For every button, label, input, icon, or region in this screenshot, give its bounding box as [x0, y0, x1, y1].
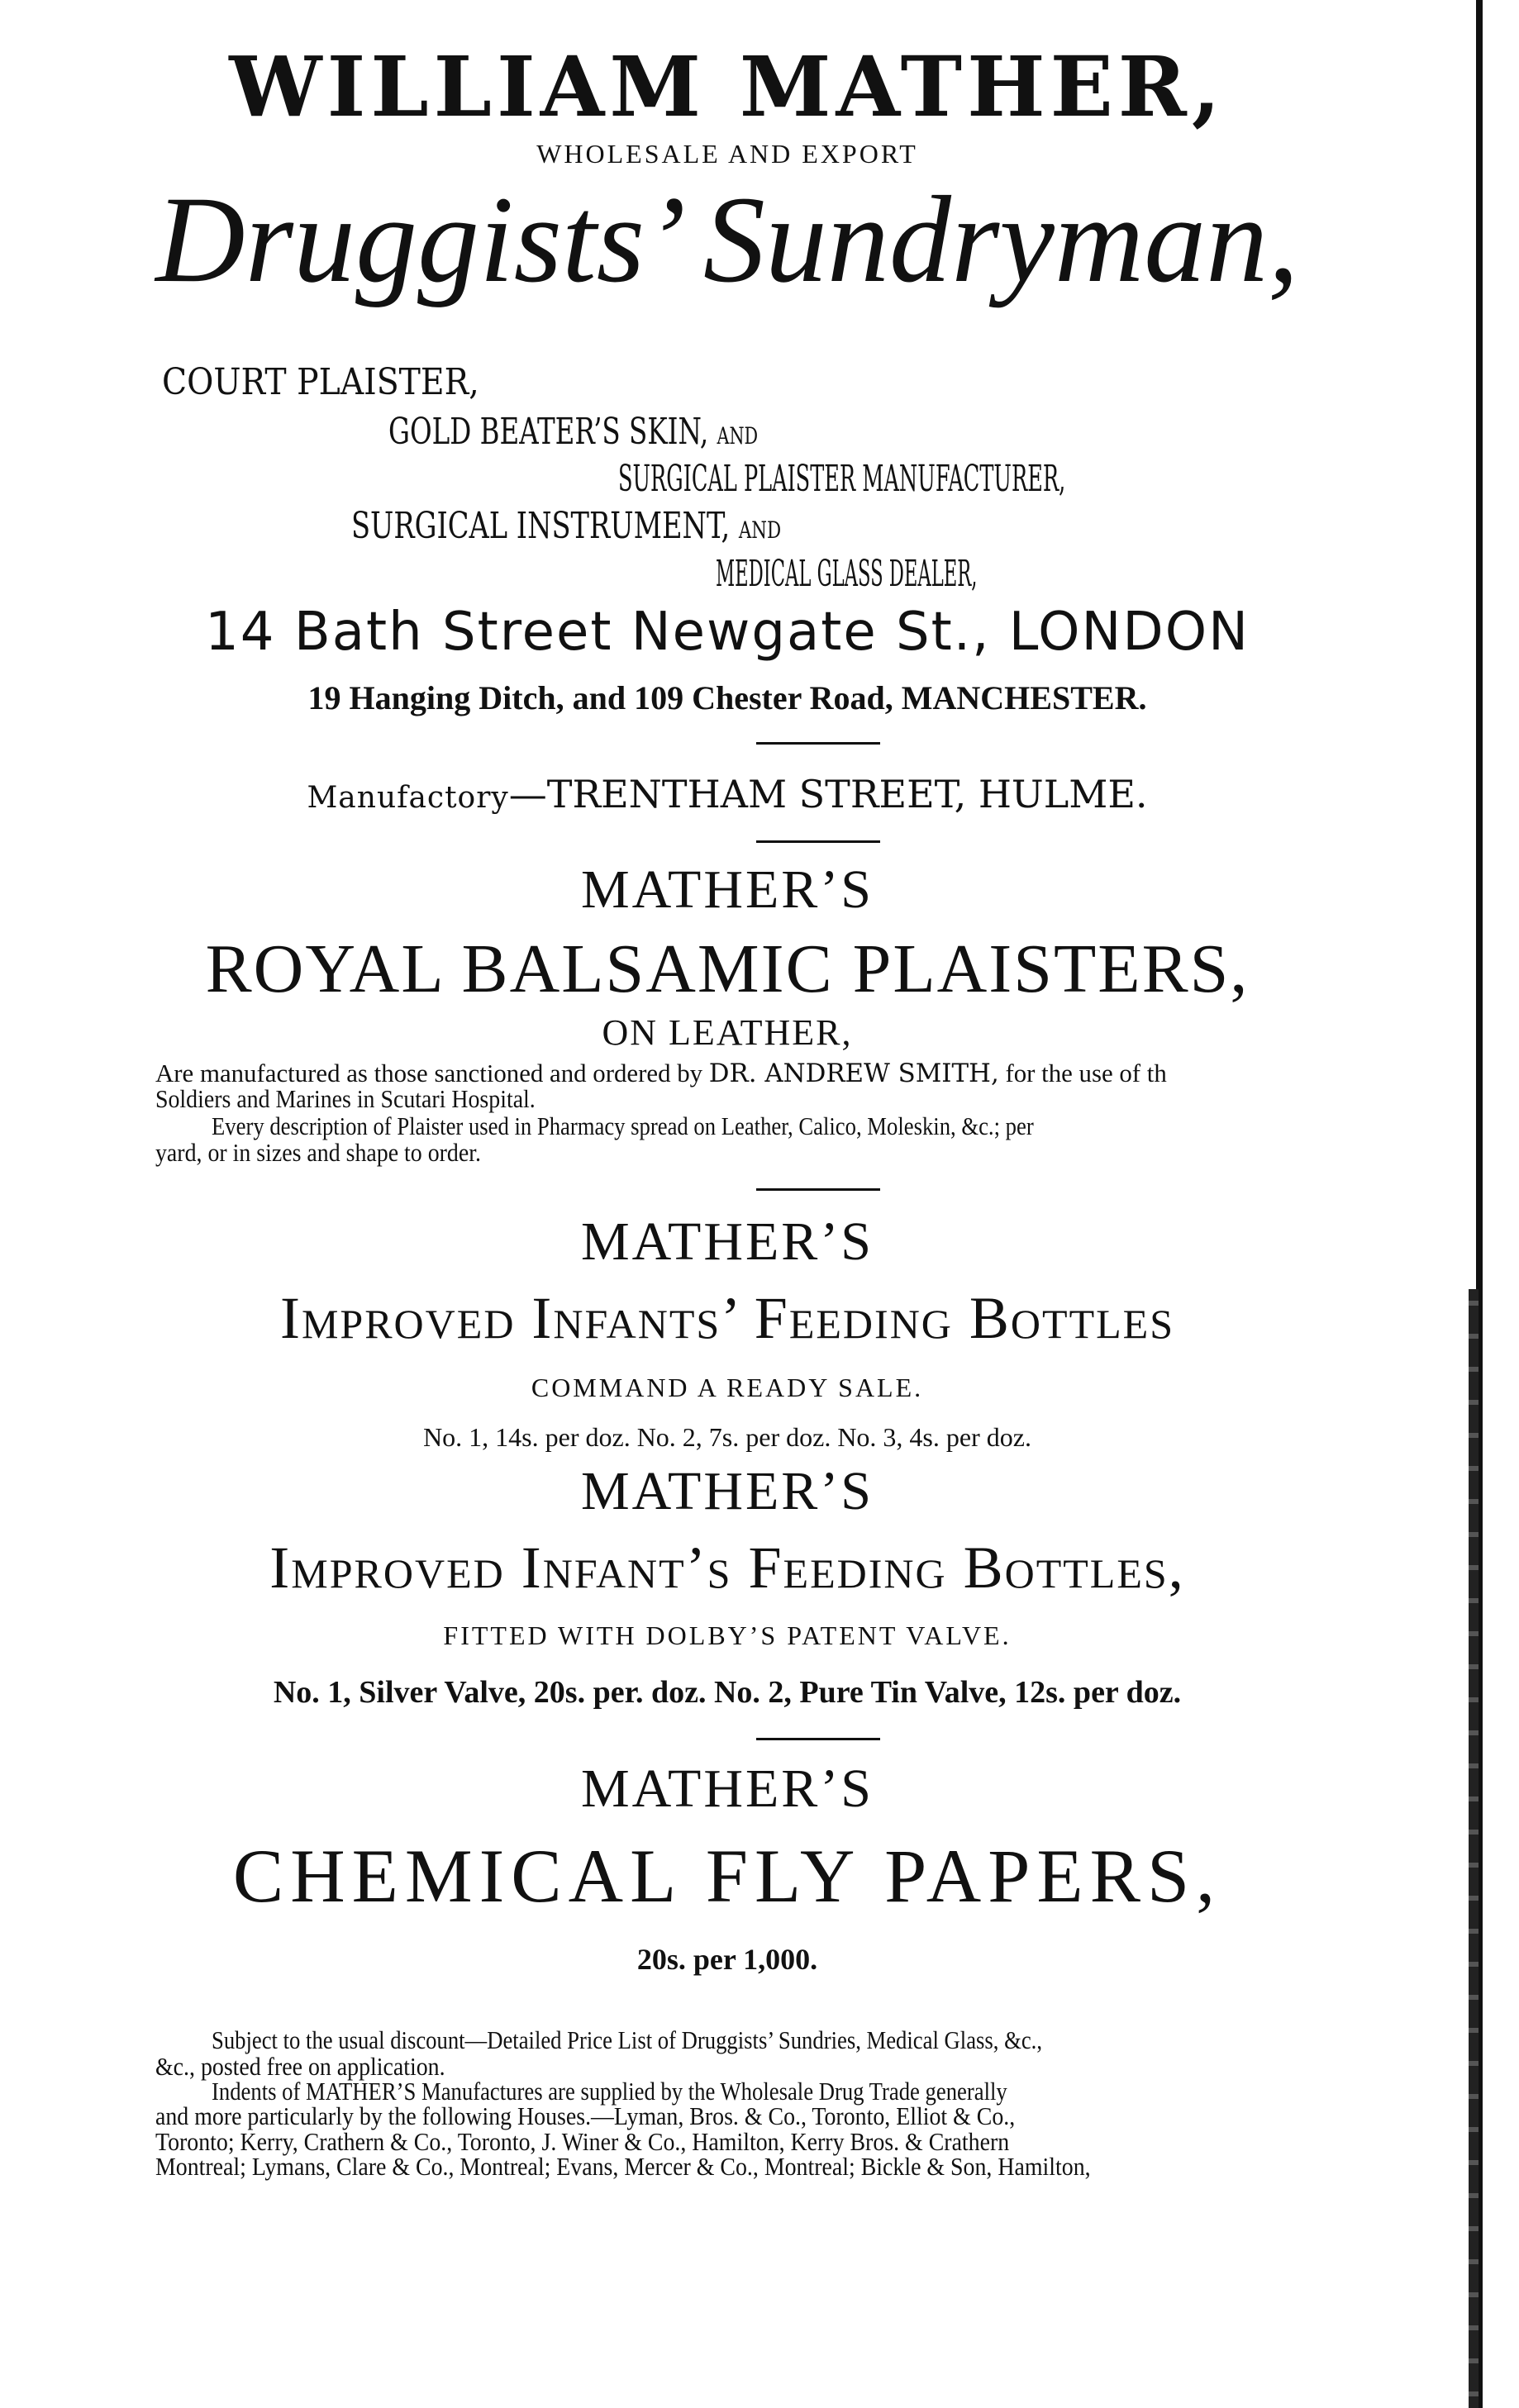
- plaisters-text-1: [155, 1059, 1463, 1087]
- flypapers-brand: MATHER’S: [580, 1758, 874, 1819]
- bottles2-title: Improved Infant’s Feeding Bottles,: [269, 1535, 1185, 1601]
- trade-medical-glass: MEDICAL GLASS DEALER,: [716, 553, 978, 595]
- trade-surgical-plaister: SURGICAL PLAISTER MANUFACTURER,: [618, 458, 1066, 500]
- footer-p2d: Montreal; Lymans, Clare & Co., Montreal; Evans, Mercer & Co., Montreal; Bickle & Son, Hamilton,: [155, 2152, 1091, 2181]
- plaisters-text-1a: Are manufactured as those sanctioned and ordered by: [155, 1059, 703, 1087]
- flypapers-price: 20s. per 1,000.: [636, 1943, 818, 1976]
- trade-court-plaister: COURT PLAISTER,: [162, 361, 479, 403]
- trade-surgical-instrument-and: AND: [738, 516, 782, 544]
- plaisters-text-1c: for the use of th: [1005, 1059, 1167, 1087]
- header-subtitle: WHOLESALE AND EXPORT: [536, 139, 918, 169]
- footer-p2a: Indents of MATHER’S Manufactures are supplied by the Wholesale Drug Trade generally: [212, 2077, 1007, 2106]
- divider-2: [756, 840, 880, 843]
- bottles1-brand: MATHER’S: [580, 1211, 874, 1272]
- divider-4: [756, 1738, 880, 1740]
- plaisters-sub: ON LEATHER,: [602, 1012, 853, 1053]
- flypapers-title: CHEMICAL FLY PAPERS,: [232, 1834, 1222, 1918]
- divider-3: [756, 1188, 880, 1191]
- divider-1: [756, 742, 880, 745]
- bottles1-sub: COMMAND A READY SALE.: [531, 1373, 924, 1402]
- bottles2-sub: FITTED WITH DOLBY’S PATENT VALVE.: [443, 1620, 1012, 1650]
- plaisters-doctor: DR. ANDREW SMITH,: [708, 1059, 999, 1088]
- manufactory-address: —TRENTHAM STREET, HULME.: [508, 772, 1148, 816]
- footer-p1a: Subject to the usual discount—Detailed Price List of Druggists’ Sundries, Medical Glass, &c.,: [212, 2025, 1043, 2054]
- address-manufactory: [0, 773, 1455, 820]
- manufactory-label: Manufactory: [307, 781, 509, 815]
- trade-gold-beater: [388, 412, 1464, 457]
- footer-p2b: and more particularly by the following Houses.—Lyman, Bros. & Co., Toronto, Elliot & Co.,: [155, 2101, 1016, 2130]
- page-edge-shadow-lower: [1469, 1289, 1479, 2408]
- trade-gold-beater-label: GOLD BEATER’S SKIN,: [388, 411, 709, 453]
- bottles2-brand: MATHER’S: [580, 1461, 874, 1521]
- address-manchester: 19 Hanging Ditch, and 109 Chester Road, MANCHESTER.: [307, 679, 1147, 716]
- header-name: WILLIAM MATHER,: [229, 38, 1226, 136]
- bottles2-prices: No. 1, Silver Valve, 20s. per. doz. No. 2, Pure Tin Valve, 12s. per doz.: [273, 1675, 1182, 1710]
- plaisters-text-1d: Soldiers and Marines in Scutari Hospital.: [155, 1084, 536, 1113]
- trade-surgical-instrument-label: SURGICAL INSTRUMENT,: [351, 505, 731, 547]
- address-london: 14 Bath Street Newgate St., LONDON: [205, 602, 1250, 663]
- bottles1-prices: No. 1, 14s. per doz. No. 2, 7s. per doz. No. 3, 4s. per doz.: [423, 1422, 1031, 1452]
- plaisters-text-2b: yard, or in sizes and shape to order.: [155, 1138, 481, 1167]
- footer-p2c: Toronto; Kerry, Crathern & Co., Toronto, J. Winer & Co., Hamilton, Kerry Bros. & Crathern: [155, 2127, 1010, 2156]
- trade-surgical-instrument: [351, 506, 1463, 551]
- plaisters-brand: MATHER’S: [580, 859, 874, 920]
- trade-gold-beater-and: AND: [717, 422, 759, 450]
- bottles1-title: Improved Infants’ Feeding Bottles: [279, 1285, 1175, 1351]
- plaisters-title: ROYAL BALSAMIC PLAISTERS,: [205, 930, 1250, 1007]
- plaisters-text-2a: Every description of Plaister used in Pharmacy spread on Leather, Calico, Moleskin, &c.; per: [212, 1111, 1034, 1140]
- footer-p1b: &c., posted free on application.: [155, 2052, 445, 2081]
- header-trade: Druggists’ Sundryman,: [155, 171, 1299, 308]
